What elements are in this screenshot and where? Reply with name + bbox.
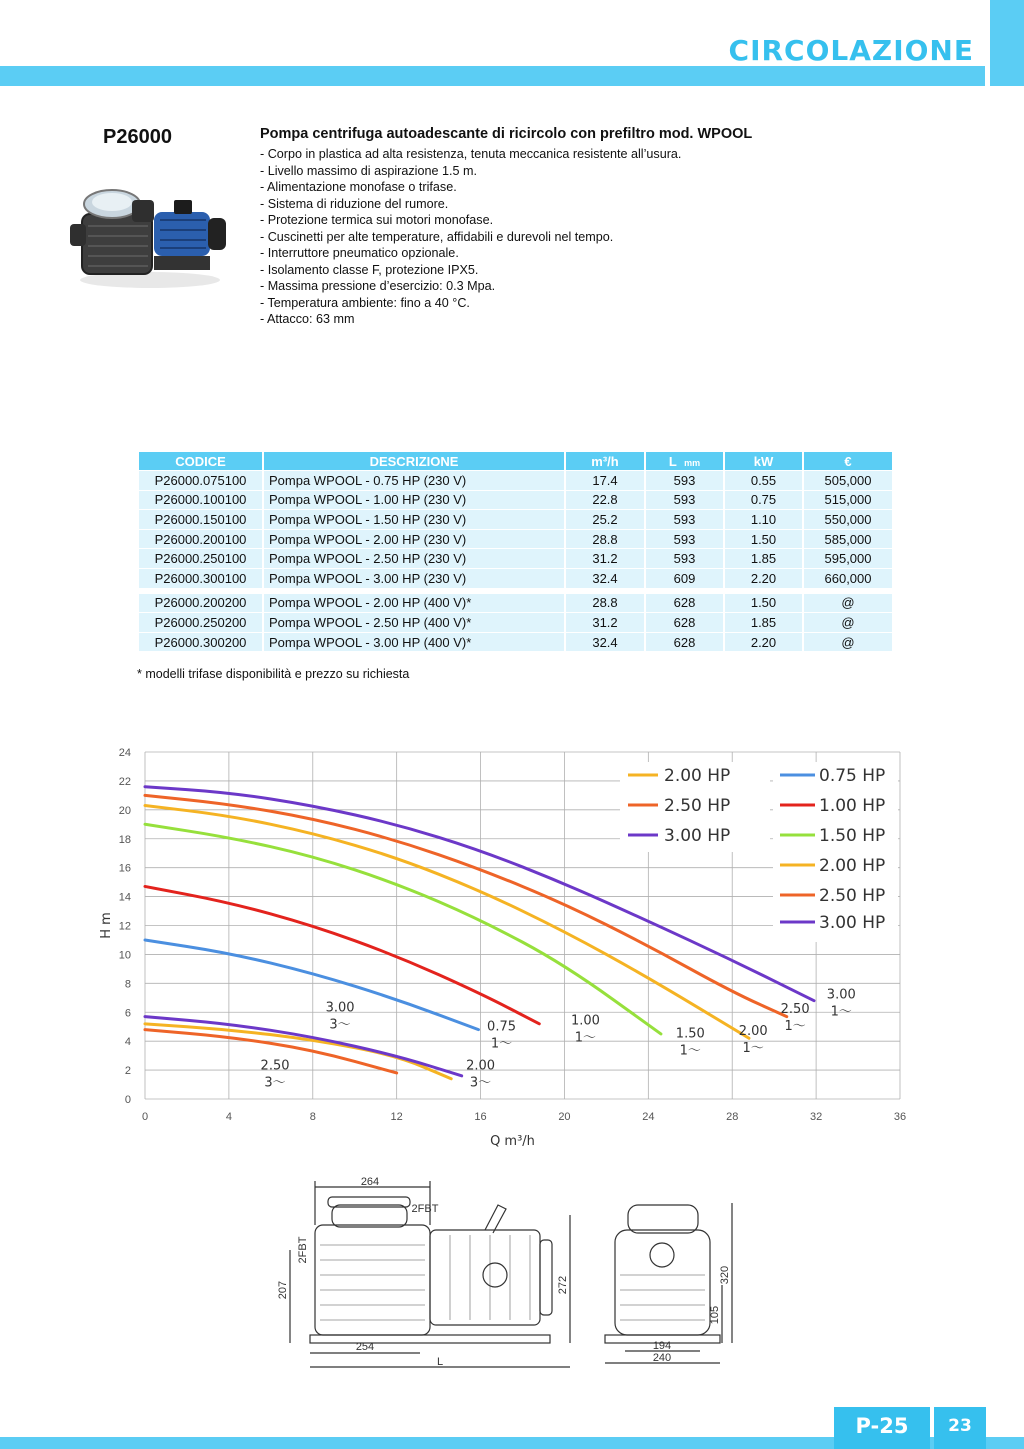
cell-flow: 32.4 [566,633,644,652]
product-description [260,126,900,328]
cell-flow: 22.8 [566,491,644,510]
pump-photo [70,186,230,291]
table-row [139,491,892,510]
curve-label: 2.50 [780,1002,810,1018]
feature-item: - Alimentazione monofase o trifase. [260,180,457,194]
curve-label-phase: 1～ [784,1019,806,1035]
y-tick-label: 14 [118,891,131,904]
feature-item: - Massima pressione d’esercizio: 0.3 Mpa. [260,279,496,293]
series-line-0 [145,940,478,1030]
cell-price: 550,000 [804,510,892,529]
cell-price: 505,000 [804,471,892,490]
cell-flow: 31.2 [566,613,644,632]
cell-code: P26000.200100 [139,530,262,549]
cell-code: P26000.150100 [139,510,262,529]
x-tick-label: 4 [225,1111,232,1123]
cell-power: 2.20 [725,633,802,652]
x-tick-label: 32 [809,1111,823,1123]
x-tick-label: 12 [390,1111,403,1123]
table-row [139,613,892,632]
cell-power: 1.10 [725,510,802,529]
x-tick-label: 36 [893,1111,907,1123]
cell-description: Pompa WPOOL - 1.00 HP (230 V) [264,491,564,510]
cell-description: Pompa WPOOL - 1.50 HP (230 V) [264,510,564,529]
cell-description: Pompa WPOOL - 2.50 HP (230 V) [264,549,564,568]
curve-label-phase: 1～ [679,1043,701,1059]
table-row [139,549,892,568]
cell-code: P26000.250200 [139,613,262,632]
cell-length: 593 [646,471,723,490]
y-tick-label: 6 [124,1007,131,1020]
gap-cell [566,589,644,593]
dim-105: 105 [709,1305,721,1325]
y-tick-label: 16 [118,862,131,875]
cell-length: 593 [646,530,723,549]
cell-description: Pompa WPOOL - 3.00 HP (400 V)* [264,633,564,652]
cell-code: P26000.300200 [139,633,262,652]
section-title: CIRCOLAZIONE [728,34,974,67]
cell-length: 628 [646,633,723,652]
cell-power: 0.55 [725,471,802,490]
cell-code: P26000.250100 [139,549,262,568]
dim-207: 207 [277,1280,289,1300]
legend-label: 2.00 HP [819,856,886,876]
col-header-flow: m³/h [566,452,644,470]
dim-2fbt-top: 2FBT [411,1203,439,1215]
legend-label: 1.50 HP [819,826,886,846]
dim-254: 254 [355,1341,375,1353]
col-header-length [646,452,723,470]
cell-price: 585,000 [804,530,892,549]
cell-price: 515,000 [804,491,892,510]
cell-flow: 28.8 [566,594,644,613]
cell-flow: 32.4 [566,569,644,588]
dim-264: 264 [360,1176,380,1188]
y-tick-label: 10 [118,949,131,962]
col-header-price: € [804,452,892,470]
col-header-description: DESCRIZIONE [264,452,564,470]
table-group-gap [139,589,892,593]
cell-power: 1.85 [725,549,802,568]
product-title: Pompa centrifuga autoadescante di ricircolo con prefiltro mod. WPOOL [260,126,753,142]
table-row [139,471,892,490]
y-tick-label: 4 [124,1036,131,1049]
curve-label: 2.00 [738,1023,768,1039]
gap-cell [139,589,262,593]
cell-power: 1.50 [725,530,802,549]
product-code: P26000 [103,126,172,148]
cell-description: Pompa WPOOL - 2.00 HP (400 V)* [264,594,564,613]
curve-label-phase: 1～ [574,1030,597,1046]
dim-320: 320 [719,1265,731,1285]
x-tick-label: 28 [726,1111,739,1123]
feature-item: - Protezione termica sui motori monofase. [260,213,494,227]
dim-272: 272 [557,1275,569,1295]
curve-label-phase: 3～ [264,1075,286,1091]
y-tick-label: 12 [118,920,131,933]
feature-item: - Isolamento classe F, protezione IPX5. [260,262,479,277]
dim-240: 240 [652,1352,672,1364]
table-note: * modelli trifase disponibilità e prezzo su richiesta [137,667,410,681]
cell-flow: 28.8 [566,530,644,549]
y-tick-label: 18 [118,833,131,846]
curve-label-phase: 1～ [490,1036,513,1052]
x-tick-label: 20 [558,1111,571,1123]
x-tick-label: 16 [474,1111,487,1123]
feature-item: - Interruttore pneumatico opzionale. [260,246,459,260]
table-row [139,530,892,549]
cell-power: 1.50 [725,594,802,613]
length-label: L [668,453,677,469]
cell-description: Pompa WPOOL - 0.75 HP (230 V) [264,471,564,490]
curve-label: 1.50 [675,1026,705,1042]
col-header-code: CODICE [139,452,262,470]
cell-description: Pompa WPOOL - 3.00 HP (230 V) [264,569,564,588]
feature-item: - Cuscinetti per alte temperature, affidabili e durevoli nel tempo. [260,229,614,244]
y-axis-label: H m [99,912,114,939]
legend-label: 2.50 HP [664,796,731,816]
series-line-8 [145,1017,462,1076]
curve-label: 3.00 [826,987,856,1003]
cell-price: @ [804,594,892,613]
top-corner-tab [990,0,1024,86]
feature-item: - Corpo in plastica ad alta resistenza, tenuta meccanica resistente all’usura. [260,147,682,161]
gap-cell [646,589,723,593]
curve-label: 3.00 [325,1000,355,1016]
cell-price: 660,000 [804,569,892,588]
cell-description: Pompa WPOOL - 2.50 HP (400 V)* [264,613,564,632]
cell-price: 595,000 [804,549,892,568]
table-row [139,569,892,588]
table-row [139,594,892,613]
cell-flow: 25.2 [566,510,644,529]
cell-code: P26000.075100 [139,471,262,490]
dimension-drawings [270,1175,750,1375]
x-tick-label: 24 [642,1111,655,1123]
gap-cell [804,589,892,593]
table-row [139,633,892,652]
table-header-row [139,452,892,470]
cell-length: 593 [646,510,723,529]
cell-price: @ [804,633,892,652]
page-code: P-25 [834,1407,930,1449]
cell-price: @ [804,613,892,632]
feature-item: - Attacco: 63 mm [260,312,355,326]
curve-label: 0.75 [487,1019,517,1035]
cell-description: Pompa WPOOL - 2.00 HP (230 V) [264,530,564,549]
legend-label: 3.00 HP [819,913,886,933]
legend-label: 2.00 HP [664,766,731,786]
x-axis-label: Q m³/h [490,1134,535,1149]
curve-label-phase: 3～ [329,1017,351,1033]
table-row [139,510,892,529]
y-tick-label: 2 [124,1065,131,1078]
feature-item: - Sistema di riduzione del rumore. [260,196,449,211]
curve-label-phase: 1～ [830,1004,852,1020]
cell-length: 628 [646,613,723,632]
cell-flow: 17.4 [566,471,644,490]
cell-code: P26000.100100 [139,491,262,510]
cell-code: P26000.300100 [139,569,262,588]
legend-label: 3.00 HP [664,826,731,846]
feature-item: - Livello massimo di aspirazione 1.5 m. [260,163,477,178]
product-table [137,451,894,652]
y-tick-label: 22 [118,775,131,788]
cell-power: 0.75 [725,491,802,510]
feature-item: - Temperatura ambiente: fino a 40 °C. [260,295,470,310]
cell-power: 2.20 [725,569,802,588]
legend-label: 1.00 HP [819,796,886,816]
x-tick-label: 0 [141,1111,149,1123]
y-tick-label: 24 [118,747,131,759]
dim-2fbt-side: 2FBT [297,1236,309,1264]
curve-label: 2.00 [466,1058,496,1074]
series-line-6 [145,1024,451,1079]
length-unit: mm [684,457,701,468]
curve-label-phase: 3～ [469,1075,492,1091]
gap-cell [725,589,802,593]
curve-label: 2.50 [260,1058,290,1074]
cell-power: 1.85 [725,613,802,632]
col-header-power: kW [725,452,802,470]
legend-label: 2.50 HP [819,886,886,906]
y-tick-label: 20 [118,804,131,817]
cell-length: 593 [646,491,723,510]
y-tick-label: 0 [124,1094,131,1106]
y-tick-label: 8 [124,978,131,991]
page-number: 23 [934,1407,986,1449]
x-tick-label: 8 [309,1111,316,1123]
table-body [139,471,892,651]
gap-cell [264,589,564,593]
cell-flow: 31.2 [566,549,644,568]
performance-chart [90,735,920,1155]
top-color-band [0,66,985,86]
cell-length: 609 [646,569,723,588]
curve-label-phase: 1～ [742,1040,764,1056]
curve-label: 1.00 [570,1013,600,1029]
dim-194: 194 [652,1340,672,1352]
dim-l: L [436,1356,444,1368]
cell-code: P26000.200200 [139,594,262,613]
cell-length: 593 [646,549,723,568]
legend-label: 0.75 HP [819,766,886,786]
cell-length: 628 [646,594,723,613]
